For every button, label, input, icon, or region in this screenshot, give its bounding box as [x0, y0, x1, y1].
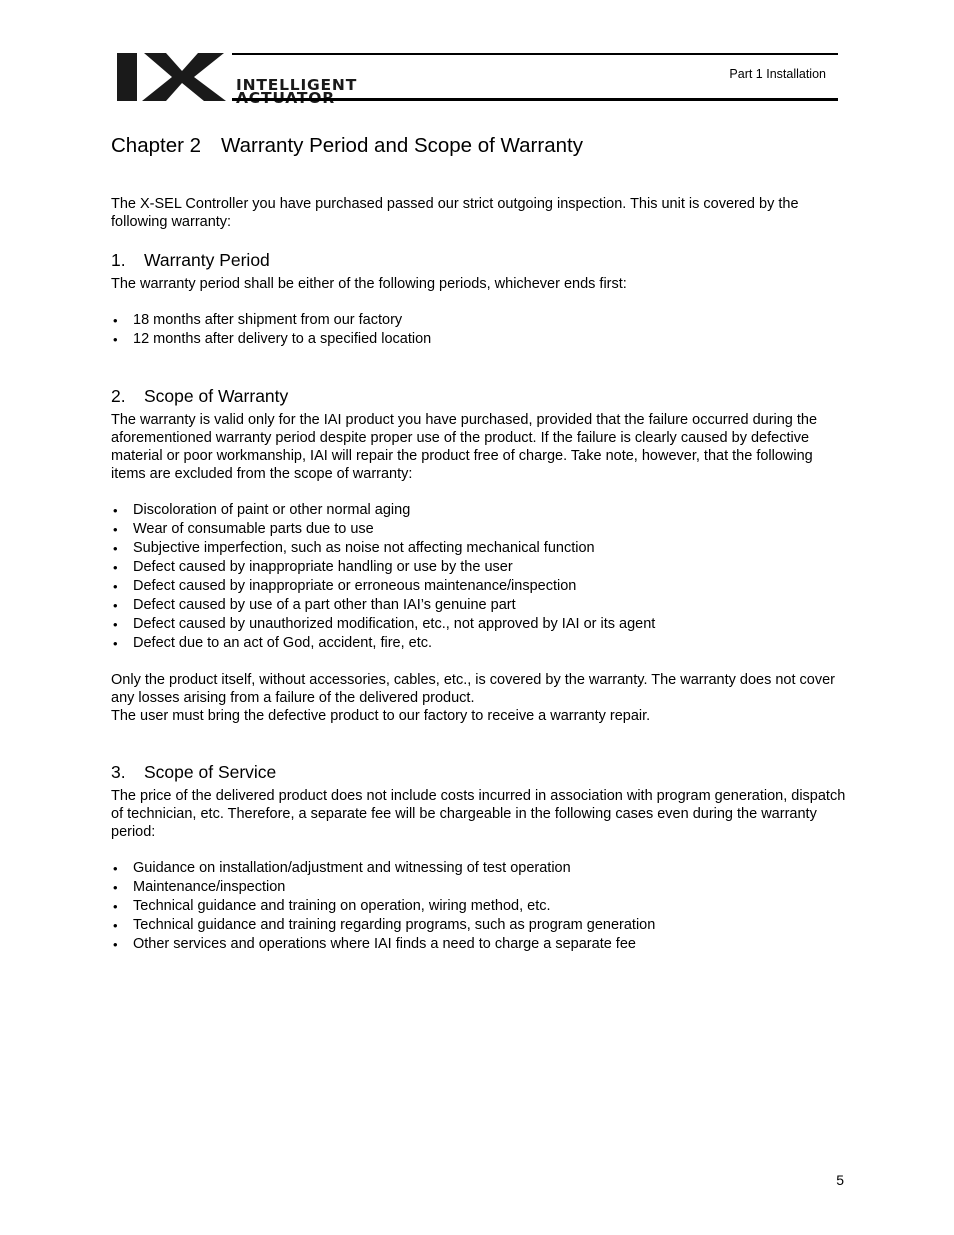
- warranty-period-list: [111, 311, 851, 349]
- warranty-coverage-note: Only the product itself, without accessories, cables, etc., is covered by the warranty. The warranty does not cover any losses arising from a failure of the delivered product.: [111, 672, 835, 706]
- section-title: Scope of Warranty: [144, 386, 289, 406]
- list-item: • Discoloration of paint or other normal aging: [111, 501, 851, 520]
- section-heading-scope-of-warranty: [111, 386, 288, 407]
- list-item: • Defect due to an act of God, accident, fire, etc.: [111, 634, 851, 653]
- list-item: • Guidance on installation/adjustment and witnessing of test operation: [111, 859, 851, 878]
- list-item: • Subjective imperfection, such as noise not affecting mechanical function: [111, 539, 851, 558]
- intro-paragraph: The X-SEL Controller you have purchased passed our strict outgoing inspection. This unit is covered by the following warranty:: [111, 196, 799, 230]
- header-rule-bottom: [232, 98, 838, 101]
- list-item: • Defect caused by inappropriate or erroneous maintenance/inspection: [111, 577, 851, 596]
- section-paragraph: The price of the delivered product does not include costs incurred in association with program generation, dispatch of technician, etc. Therefore, a separate fee will be chargeable in the following cases even during the warranty period:: [111, 788, 846, 840]
- logo-mark-x: [142, 53, 226, 101]
- list-item: • Defect caused by unauthorized modification, etc., not approved by IAI or its agent: [111, 615, 851, 634]
- list-item: • Technical guidance and training regarding programs, such as program generation: [111, 916, 851, 935]
- list-item: • Other services and operations where IAI finds a need to charge a separate fee: [111, 935, 851, 954]
- logo-line1: INTELLIGENT: [236, 76, 358, 94]
- list-item: • Wear of consumable parts due to use: [111, 520, 851, 539]
- chapter-heading: Warranty Period and Scope of Warranty: [221, 134, 583, 157]
- section-number: 1.: [111, 250, 126, 270]
- header-rule-top: [232, 53, 838, 55]
- warranty-repair-note: The user must bring the defective product to our factory to receive a warranty repair.: [111, 708, 651, 724]
- section-paragraph: The warranty is valid only for the IAI product you have purchased, provided that the failure occurred during the aforementioned warranty period despite proper use of the product. If the failure is clearly caused by defective material or poor workmanship, IAI will repair the product free of charge. Take note, however, that the following items are excluded from the scope of warranty:: [111, 412, 818, 482]
- list-item: • Defect caused by use of a part other than IAI’s genuine part: [111, 596, 851, 615]
- section-number: 3.: [111, 762, 126, 782]
- list-item: • 18 months after shipment from our factory: [111, 311, 851, 330]
- section-title: Warranty Period: [144, 250, 270, 270]
- page-number: 5: [836, 1172, 844, 1188]
- logo-mark-i: [117, 53, 137, 101]
- section-title: Scope of Service: [144, 762, 277, 782]
- service-fee-list: [111, 859, 851, 954]
- list-item: • Defect caused by inappropriate handling or use by the user: [111, 558, 851, 577]
- section-heading-warranty-period: [111, 250, 270, 271]
- chapter-title: [111, 134, 583, 158]
- section-number: 2.: [111, 386, 126, 406]
- section-paragraph: The warranty period shall be either of the following periods, whichever ends first:: [111, 276, 627, 292]
- chapter-number: Chapter 2: [111, 134, 202, 157]
- list-item: • Technical guidance and training on operation, wiring method, etc.: [111, 897, 851, 916]
- warranty-exclusions-list: [111, 501, 851, 653]
- list-item: • 12 months after delivery to a specified location: [111, 330, 851, 349]
- header-part-label: Part 1 Installation: [729, 67, 826, 81]
- section-heading-scope-of-service: [111, 762, 276, 783]
- list-item: • Maintenance/inspection: [111, 878, 851, 897]
